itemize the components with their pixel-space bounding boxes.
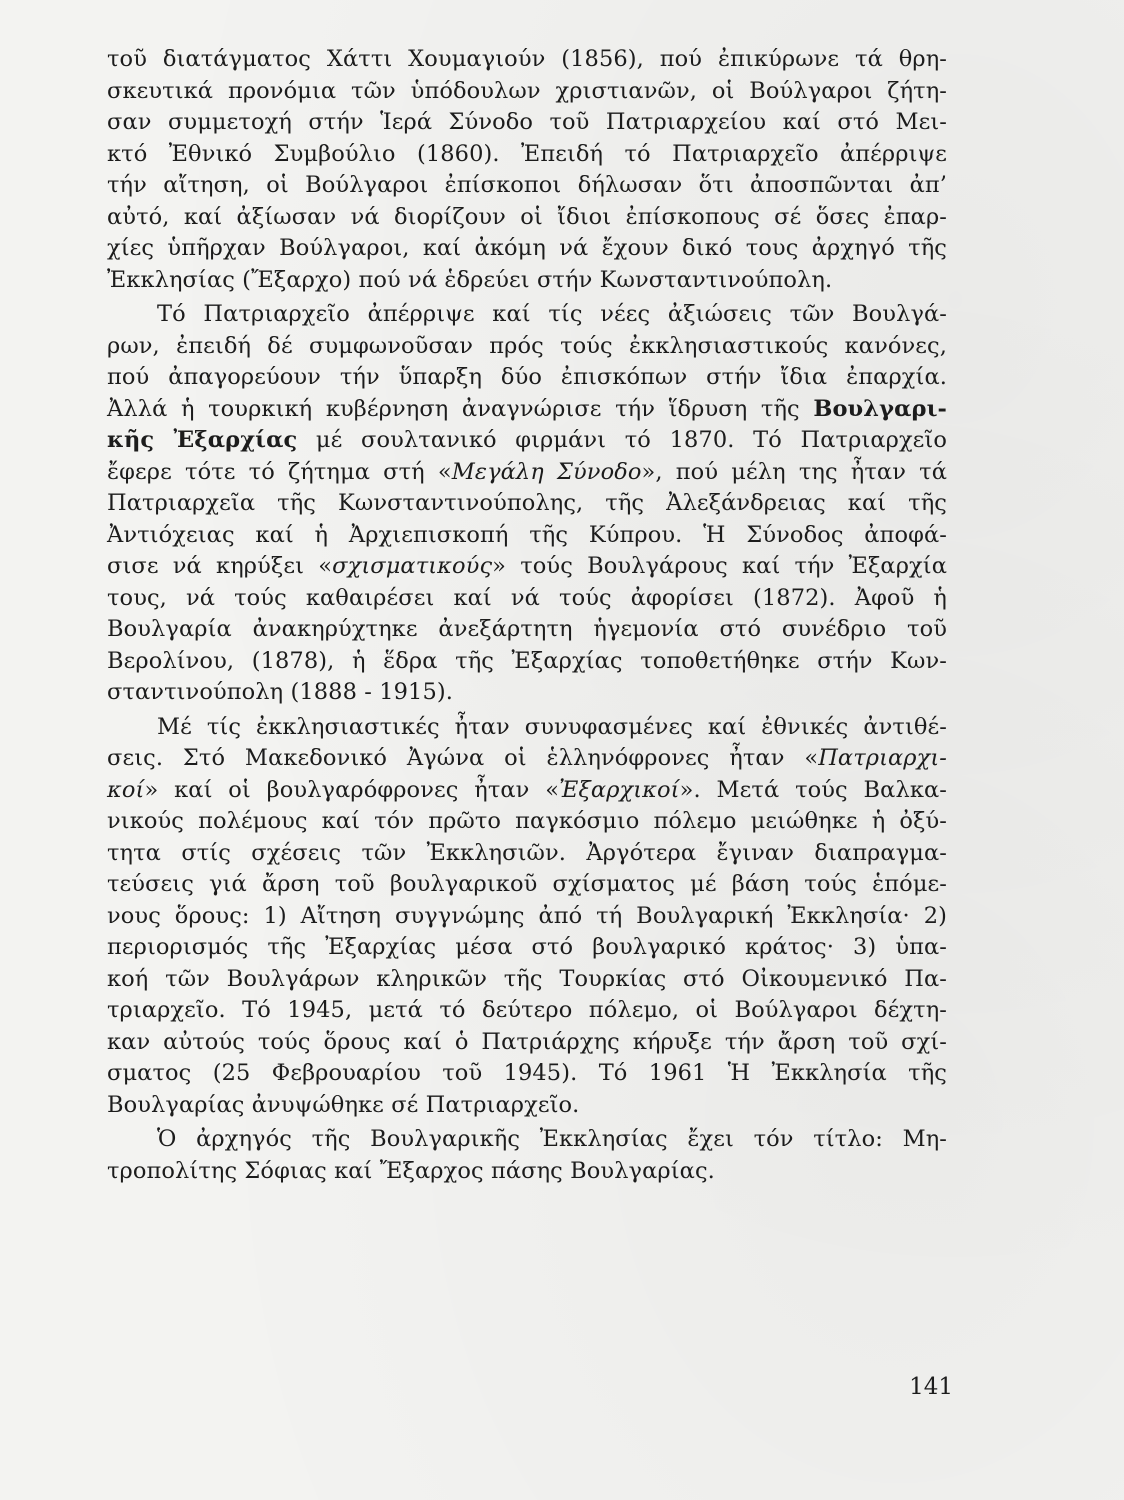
text-line: Βερολίνου, (1878), ἡ ἕδρα τῆς Ἐξαρχίας τοποθετήθηκε στήν Κων- [107,647,947,674]
italic-term: Μεγάλη Σύνοδο [451,458,642,485]
text-run: », πού μέλη της ἦταν τά [641,458,947,485]
text-line: τήν αἴτηση, οἱ Βούλγαροι ἐπίσκοποι δήλωσαν ὅτι ἀποσπῶνται ἀπ’ [107,172,947,198]
text-line: Τό Πατριαρχεῖο ἀπέρριψε καί τίς νέες ἀξιώσεις τῶν Βουλγά- [157,301,947,327]
text-line [107,457,947,489]
page-number: 141 [909,1374,953,1400]
text-line: σματος (25 Φεβρουαρίου τοῦ 1945). Τό 1961 Ἡ Ἐκκλησία τῆς [107,1060,947,1086]
text-line: ρων, ἐπειδή δέ συμφωνοῦσαν πρός τούς ἐκκλησιαστικούς κανόνες, [107,332,947,359]
text-line: σταντινούπολη (1888 - 1915). [107,679,454,705]
text-run: ». Μετά τούς Βαλκα- [679,776,947,803]
text-line [107,775,947,807]
paragraph-3 [107,712,947,1122]
italic-term: Ἐξαρχικοί [559,776,680,803]
text-run: Ἀλλά ἡ τουρκική κυβέρνηση ἀναγνώρισε τήν ἵδρυση τῆς [107,395,814,422]
text-line: νους ὅρους: 1) Αἴτηση συγγνώμης ἀπό τή Βουλγαρική Ἐκκλησία· 2) [107,902,947,929]
text-line: πού ἀπαγορεύουν τήν ὕπαρξη δύο ἐπισκόπων στήν ἴδια ἐπαρχία. [107,364,947,390]
text-line: Ἐκκλησίας (Ἔξαρχο) πού νά ἑδρεύει στήν Κωνσταντινούπολη. [107,266,833,293]
text-run: μέ σουλτανικό φιρμάνι τό 1870. Τό Πατριαρχεῖο [297,427,948,453]
text-line: νικούς πολέμους καί τόν πρῶτο παγκόσμιο πόλεμο μειώθηκε ἡ ὀξύ- [107,808,947,834]
bold-term: κῆς Ἐξαρχίας [107,427,298,453]
italic-term: Πατριαρχι- [818,745,947,771]
text-line: Πατριαρχεῖα τῆς Κωνσταντινούπολης, τῆς Ἀλεξάνδρειας καί τῆς [107,490,947,516]
text-run: » τούς Βουλγάρους καί τήν Ἐξαρχία [492,553,948,579]
text-line: σκευτικά προνόμια τῶν ὑπόδουλων χριστιανῶν, οἱ Βούλγαροι ζήτη- [107,77,947,104]
text-line: τοῦ διατάγματος Χάττι Χουμαγιούν (1856), πού ἐπικύρωνε τά θρη- [107,46,947,72]
paragraph-2 [107,299,947,709]
italic-term: κοί [107,776,145,803]
text-line: τους, νά τούς καθαιρέσει καί νά τούς ἀφορίσει (1872). Ἀφοῦ ἡ [107,584,947,611]
text-line: χίες ὑπῆρχαν Βούλγαροι, καί ἀκόμη νά ἔχουν δικό τους ἀρχηγό τῆς [107,235,947,261]
text-run: ἔφερε τότε τό ζήτημα στή « [107,458,452,485]
text-line: αὐτό, καί ἀξίωσαν νά διορίζουν οἱ ἴδιοι ἐπίσκοπους σέ ὅσες ἐπαρ- [107,203,947,230]
text-run: σισε νά κηρύξει « [107,553,333,579]
text-line: Ὁ ἀρχηγός τῆς Βουλγαρικῆς Ἐκκλησίας ἔχει τόν τίτλο: Μη- [157,1126,947,1152]
text-line [107,425,947,457]
text-line: τεύσεις γιά ἄρση τοῦ βουλγαρικοῦ σχίσματος μέ βάση τούς ἑπόμε- [107,871,947,897]
italic-term: σχισματικούς [332,553,493,579]
text-line: τριαρχεῖο. Τό 1945, μετά τό δεύτερο πόλεμο, οἱ Βούλγαροι δέχτη- [107,997,947,1023]
text-run: » καί οἱ βουλγαρόφρονες ἦταν « [144,776,560,803]
text-line: τητα στίς σχέσεις τῶν Ἐκκλησιῶν. Ἀργότερα ἔγιναν διαπραγμα- [107,839,947,866]
paragraph-4 [107,1124,947,1187]
text-line: κοή τῶν Βουλγάρων κληρικῶν τῆς Τουρκίας στό Οἰκουμενικό Πα- [107,965,947,992]
text-run: σεις. Στό Μακεδονικό Ἀγώνα οἱ ἑλληνόφρονες ἦταν « [107,745,819,771]
text-line: Βουλγαρία ἀνακηρύχτηκε ἀνεξάρτητη ἡγεμονία στό συνέδριο τοῦ [107,616,947,642]
text-line: κτό Ἐθνικό Συμβούλιο (1860). Ἐπειδή τό Πατριαρχεῖο ἀπέρριψε [107,140,947,167]
text-line: περιορισμός τῆς Ἐξαρχίας μέσα στό βουλγαρικό κράτος· 3) ὑπα- [107,934,947,960]
text-line: καν αὐτούς τούς ὅρους καί ὁ Πατριάρχης κήρυξε τήν ἄρση τοῦ σχί- [107,1028,947,1055]
text-line: Ἀντιόχειας καί ἡ Ἀρχιεπισκοπή τῆς Κύπρου. Ἡ Σύνοδος ἀποφά- [107,521,947,548]
bold-term: Βουλγαρι- [813,395,947,422]
text-line: τροπολίτης Σόφιας καί Ἔξαρχος πάσης Βουλγαρίας. [107,1157,715,1184]
paragraph-1 [107,44,947,296]
text-line: σαν συμμετοχή στήν Ἱερά Σύνοδο τοῦ Πατριαρχείου καί στό Μει- [107,109,947,135]
text-line: Μέ τίς ἐκκλησιαστικές ἦταν συνυφασμένες καί ἐθνικές ἀντιθέ- [157,713,947,740]
body-text [107,44,947,1187]
text-line: Βουλγαρίας ἀνυψώθηκε σέ Πατριαρχεῖο. [107,1091,580,1118]
text-line [107,551,947,583]
text-line [107,743,947,775]
text-line [107,394,947,426]
